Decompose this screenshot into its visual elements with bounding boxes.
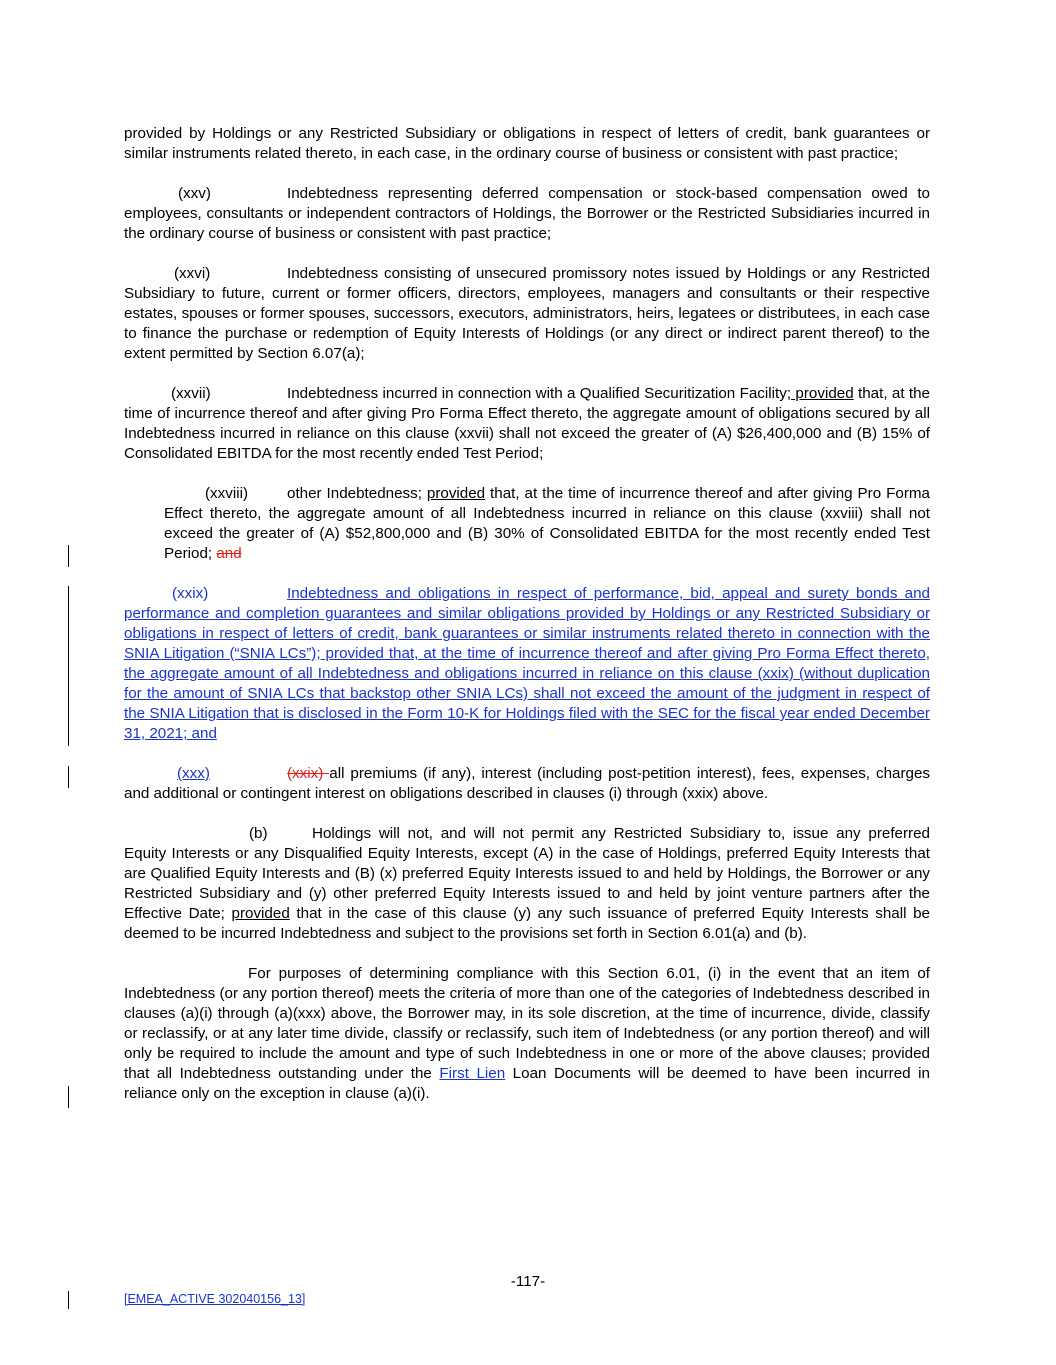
change-bar xyxy=(68,1086,69,1108)
document-footer-id: [EMEA_ACTIVE 302040156_13] xyxy=(124,1292,306,1306)
clause-text: Indebtedness representing deferred compensation or stock-based compensation owed to employees, consultants or independent contractors of Holdings, the Borrower or the Restricted Subsidiaries incurred in the ordinary course of business or consistent with past practice; xyxy=(124,185,930,242)
page-number: -117- xyxy=(510,1273,546,1290)
clause-xxvi xyxy=(124,264,930,364)
clause-b xyxy=(124,824,930,944)
clause-xxix-inserted xyxy=(124,584,930,744)
clause-text: Indebtedness consisting of unsecured promissory notes issued by Holdings or any Restricted Subsidiary to future, current or former officers, directors, employees, managers and consultants or their respective estates, spouses or former spouses, successors, executors, administrators, heirs, legatees or distributees, in each case to finance the purchase or redemption of Equity Interests of Holdings (or any direct or indirect parent thereof) to the extent permitted by Section 6.07(a); xyxy=(124,265,930,362)
clause-number-deleted: (xxix) xyxy=(287,765,330,782)
clause-text: that in the case of this clause (y) any such issuance of preferred Equity Interests shall be deemed to be incurred Indebtedness and subject to the provisions set forth in Section 6.01(a) and (b). xyxy=(124,905,930,942)
provided-term: provided xyxy=(231,905,290,922)
clause-number: (b) xyxy=(249,825,268,842)
provided-term: provided xyxy=(791,385,854,402)
continuation-paragraph: provided by Holdings or any Restricted Subsidiary or obligations in respect of letters of credit, bank guarantees or similar instruments related thereto, in each case, in the ordinary course of business or consistent with past practice; xyxy=(124,125,930,162)
change-bar xyxy=(68,1291,69,1309)
paragraph-text: For purposes of determining compliance with this Section 6.01, (i) in the event that an item of Indebtedness (or any portion thereof) meets the criteria of more than one of the categories of Indebtedness described in clauses (a)(i) through (a)(xxx) above, the Borrower may, in its sole discretion, at the time of incurrence, divide, classify or reclassify, or at any later time divide, classify or reclassify, such item of Indebtedness (or any portion thereof) and will only be required to include the amount and type of such Indebtedness in one or more of the above clauses; provided that all Indebtedness outstanding under the xyxy=(124,965,930,1082)
provided-term: provided xyxy=(426,485,486,502)
inserted-text: First Lien xyxy=(439,1065,506,1082)
clause-text: that, at the time of incurrence thereof and after giving Pro Forma Effect thereto, the aggregate amount of all Indebtedness incurred in reliance on this clause (xxviii) shall not exceed the greater of (A) $52,800,000 and (B) 30% of Consolidated EBITDA for the most recently ended Test Period; xyxy=(164,485,930,562)
deleted-text: and xyxy=(216,545,242,562)
clause-text: other Indebtedness; xyxy=(287,485,427,502)
clause-text: Indebtedness incurred in connection with a Qualified Securitization Facility; xyxy=(287,385,792,402)
clause-xxviii xyxy=(124,484,930,564)
clause-number: (xxvi) xyxy=(174,265,211,282)
clause-text: that, at the time of incurrence thereof and after giving Pro Forma Effect thereto, the aggregate amount of obligations secured by all Indebtedness incurred in reliance on this clause (xxvii) shall not exceed the greater of (A) $26,400,000 and (B) 15% of Consolidated EBITDA for the most recently ended Test Period; xyxy=(124,385,930,462)
clause-xxv xyxy=(124,184,930,244)
clause-number: (xxv) xyxy=(178,185,211,202)
clause-text: all premiums (if any), interest (including post-petition interest), fees, expenses, charges and additional or contingent interest on obligations described in clauses (i) through (xxix) above. xyxy=(124,765,931,802)
change-bar xyxy=(68,586,69,746)
clause-xxvii xyxy=(124,384,930,464)
paragraph-text: Loan Documents will be deemed to have been incurred in reliance only on the exception in clause (a)(i). xyxy=(124,1065,930,1102)
clause-number: (xxix) xyxy=(172,585,209,602)
purposes-paragraph xyxy=(124,964,930,1104)
clause-text: Indebtedness and obligations in respect of performance, bid, appeal and surety bonds and performance and completion guarantees and similar obligations provided by Holdings or any Restricted Subsidiary or obligations in respect of letters of credit, bank guarantees or similar instruments related thereto in connection with the SNIA Litigation (“SNIA LCs”); provided that, at the time of incurrence thereof and after giving Pro Forma Effect thereto, the aggregate amount of all Indebtedness and obligations incurred in reliance on this clause (xxix) (without duplication for the amount of SNIA LCs that backstop other SNIA LCs) shall not exceed the amount of the judgment in respect of the SNIA Litigation that is disclosed in the Form 10-K for Holdings filed with the SEC for the fiscal year ended December 31, 2021; and xyxy=(124,585,930,742)
clause-number: (xxvii) xyxy=(171,385,211,402)
clause-text: Holdings will not, and will not permit any Restricted Subsidiary to, issue any preferred Equity Interests or any Disqualified Equity Interests, except (A) in the case of Holdings, preferred Equity Interests that are Qualified Equity Interests and (B) (x) preferred Equity Interests issued to and held by Holdings, the Borrower or any Restricted Subsidiary and (y) other preferred Equity Interests issued to and held by joint venture partners after the Effective Date; xyxy=(124,825,930,922)
document-page xyxy=(124,124,930,1124)
clause-xxx xyxy=(124,764,930,804)
clause-number-inserted: (xxx) xyxy=(177,765,210,782)
change-bar xyxy=(68,545,69,567)
change-bar xyxy=(68,766,69,788)
clause-number: (xxviii) xyxy=(205,485,249,502)
